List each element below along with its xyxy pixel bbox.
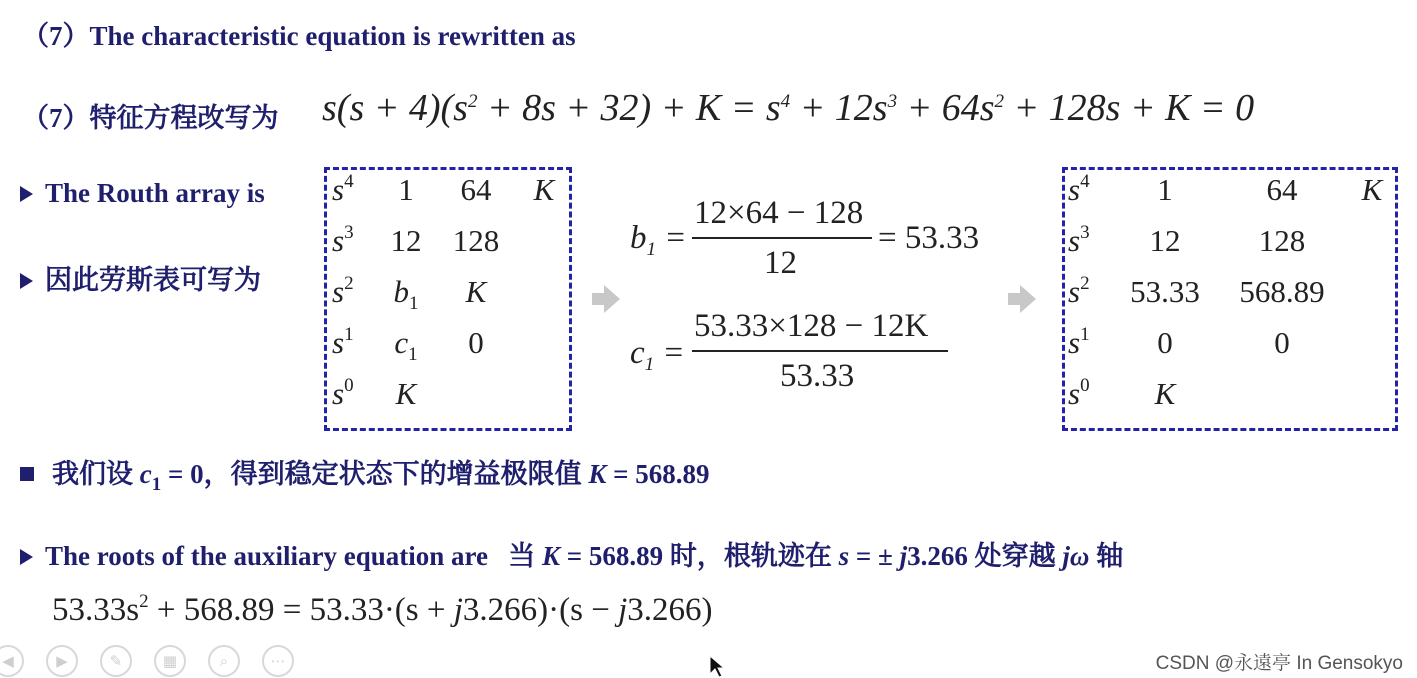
routh-cell: 128 bbox=[1258, 223, 1306, 258]
c1-formula: $c_1$ = 53.33×128 − 12K 53.33 bbox=[630, 308, 970, 398]
pen-icon[interactable]: ✎ bbox=[100, 645, 132, 677]
routh-row-power: $s^4$ bbox=[332, 171, 354, 207]
routh-cell: 12 bbox=[390, 223, 422, 258]
routh-cell: K bbox=[533, 172, 555, 207]
heading-english: （7）The characteristic equation is rewritten as bbox=[22, 21, 576, 51]
routh-row-power: $s^1$ bbox=[332, 324, 354, 360]
routh-cell: 64 bbox=[460, 172, 492, 207]
routh-cell: 1 bbox=[398, 172, 414, 207]
routh-row-power: $s^3$ bbox=[1068, 222, 1090, 258]
bullet-square-icon bbox=[20, 467, 34, 481]
routh-cell: K bbox=[1361, 172, 1383, 207]
routh-row-power: $s^2$ bbox=[332, 273, 354, 309]
routh-cell: 1 bbox=[1157, 172, 1173, 207]
routh-row-power: $s^3$ bbox=[332, 222, 354, 258]
routh-cell: 53.33 bbox=[1130, 274, 1200, 309]
routh-cell: 0 bbox=[1157, 325, 1173, 360]
routh-row-power: $s^0$ bbox=[332, 375, 354, 411]
routh-cell: 0 bbox=[1274, 325, 1290, 360]
routh-cell: 64 bbox=[1266, 172, 1298, 207]
routh-row-power: $s^2$ bbox=[1068, 273, 1090, 309]
routh-cell: 0 bbox=[468, 325, 484, 360]
routh-cell: 568.89 bbox=[1239, 274, 1325, 309]
routh-row-power: $s^4$ bbox=[1068, 171, 1090, 207]
characteristic-equation: $s(s + 4)(s^2 + 8s + 32) + K = s^4 + 12s^3 + 64s^2 + 128s + K = 0$ bbox=[322, 87, 1255, 129]
routh-label-chinese: 因此劳斯表可写为 bbox=[20, 258, 261, 297]
right-arrow-icon bbox=[1008, 285, 1036, 313]
watermark: CSDN @永遠亭 In Gensokyo bbox=[1155, 653, 1403, 674]
routh-label-english: The Routh array is bbox=[20, 178, 265, 209]
routh-array-numeric bbox=[1062, 167, 1398, 431]
routh-cell: 128 bbox=[452, 223, 500, 258]
routh-cell: K bbox=[395, 376, 417, 411]
mouse-cursor-icon bbox=[708, 654, 726, 678]
b1-formula: $b_1$ = 12×64 − 128 12 = 53.33 bbox=[630, 195, 980, 281]
routh-row-power: $s^1$ bbox=[1068, 324, 1090, 360]
routh-cell: K bbox=[1154, 376, 1176, 411]
bullet-arrow-icon bbox=[20, 549, 33, 565]
right-arrow-icon bbox=[592, 285, 620, 313]
routh-cell: $b_1$ bbox=[393, 274, 419, 314]
routh-cell: K bbox=[465, 274, 487, 309]
routh-cell: $c_1$ bbox=[394, 325, 418, 365]
next-icon[interactable]: ▶ bbox=[46, 645, 78, 677]
bullet-arrow-icon bbox=[20, 186, 33, 202]
gain-limit-statement: 我们设 $c_1 = 0$，得到稳定状态下的增益极限值 K = 568.89 bbox=[20, 452, 710, 491]
heading-chinese: （7）特征方程改写为 bbox=[22, 103, 279, 133]
prev-icon[interactable]: ◀ bbox=[0, 645, 24, 677]
bullet-arrow-icon bbox=[20, 273, 33, 289]
zoom-icon[interactable]: ⌕ bbox=[208, 645, 240, 677]
routh-cell: 12 bbox=[1149, 223, 1181, 258]
slides-icon[interactable]: ▦ bbox=[154, 645, 186, 677]
routh-row-power: $s^0$ bbox=[1068, 375, 1090, 411]
more-icon[interactable]: ⋯ bbox=[262, 645, 294, 677]
auxiliary-equation: $53.33s^2 + 568.89 = 53.33\cdot(s + j3.266)\cdot(s - j3.266)$ bbox=[52, 591, 713, 628]
auxiliary-roots-statement: The roots of the auxiliary equation are 当 K = 568.89 时，根轨迹在 s = ± j3.266 处穿越 jω 轴 bbox=[20, 534, 1123, 573]
